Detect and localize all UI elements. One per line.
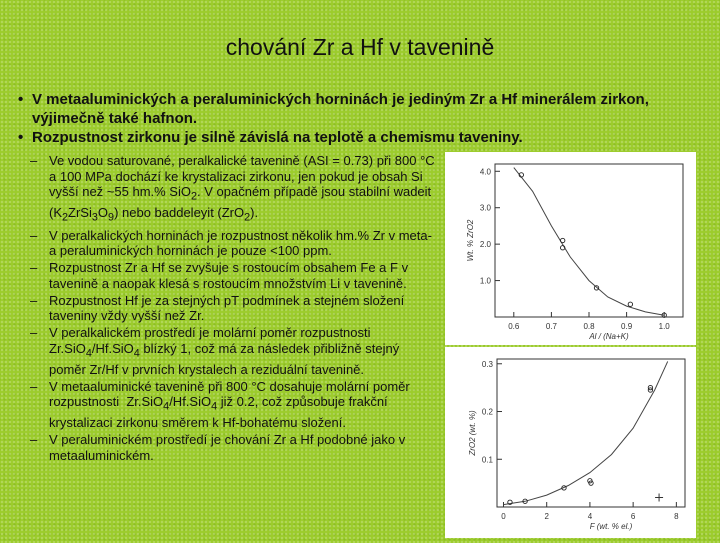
y-tick-label: 1.0 [479,276,491,286]
y-tick-label: 0.2 [481,407,493,417]
x-tick-label: 2 [544,512,549,521]
y-tick-label: 2.0 [479,240,491,250]
x-tick-label: 8 [674,512,679,521]
x-tick-label: 0.8 [583,322,595,331]
sub-bullet-item: – Rozpustnost Zr a Hf se zvyšuje s rostoucím obsahem Fe a F v tavenině a naopak klesá s rostoucím množstvím Li v tavenině. [30,260,438,291]
y-axis-label: ZrO2 (wt. %) [468,410,477,456]
sub-bullet-item: – V peralkalických horninách je rozpustnost několik hm.% Zr v meta- a peraluminických horninách je pouze <100 ppm. [30,228,438,259]
x-tick-label: 0.6 [508,322,520,331]
y-tick-label: 0.1 [481,455,493,465]
x-tick-label: 4 [587,512,593,521]
sub-bullet-list [30,153,438,465]
chart-zro2-vs-alkali-ratio [445,152,696,345]
main-bullet-list [18,90,708,147]
x-axis-label: F (wt. % el.) [589,522,633,531]
sub-bullet-item: – Ve vodou saturované, peralkalické tavenině (ASI = 0.73) při 800 °C a 100 MPa dochází ke krystalizaci zirkonu, jen pokud je obsah Si vyšší než ~55 hm.% SiO$_2$. V opačném případě jsou stabilní wadeit $(K_2ZrSi_3O_9)$ nebo baddeleyit (ZrO$_2$). [30,153,438,226]
sub-bullet-item: – Rozpustnost Hf je za stejných pT podmínek a stejném složení taveniny vždy vyšší než Zr. [30,293,438,324]
bullet-item: • V metaaluminických a peraluminických horninách je jediným Zr a Hf minerálem zirkon, výjimečně také hafnon. [18,90,708,128]
slide-title: chování Zr a Hf v tavenině [225,34,495,60]
x-tick-label: 1.0 [658,322,670,331]
y-tick-label: 0.3 [481,359,493,369]
x-tick-label: 0.9 [621,322,633,331]
data-point [560,238,564,242]
fit-curve [514,168,664,316]
y-tick-label: 3.0 [479,203,491,213]
x-tick-label: 0.7 [545,322,557,331]
sub-bullet-item: – V peralkalickém prostředí je molární poměr rozpustnosti Zr.SiO$_4$/Hf.SiO$_4$ blízký 1, což má za následek přibližně stejný poměr Zr/Hf v prvních krystalech a reziduální tavenině. [30,325,438,377]
x-tick-label: 6 [630,512,636,521]
sub-bullet-item: – V peraluminickém prostředí je chování Zr a Hf podobné jako v metaaluminickém. [30,432,438,463]
chart-1-svg [445,152,696,345]
x-axis-label: Al / (Na+K) [589,332,629,341]
bullet-item: • Rozpustnost zirkonu je silně závislá na teplotě a chemismu taveniny. [18,128,708,147]
plot-frame [495,164,683,317]
plus-marker [655,493,663,501]
sub-bullet-item: – V metaaluminické tavenině při 800 °C dosahuje molární poměr rozpustnosti Zr.SiO$_4$/Hf.SiO$_4$ již 0.2, což způsobuje frakční krystalizaci zirkonu směrem k Hf-bohatému složení. [30,379,438,431]
chart-2-svg [445,347,696,538]
y-tick-label: 4.0 [479,167,491,177]
x-tick-label: 0 [501,512,506,521]
y-axis-label: Wt. % ZrO2 [466,219,475,262]
chart-zro2-vs-fluorine [445,347,696,538]
plot-frame [497,359,685,507]
fit-curve [504,361,668,504]
data-point [628,302,632,306]
